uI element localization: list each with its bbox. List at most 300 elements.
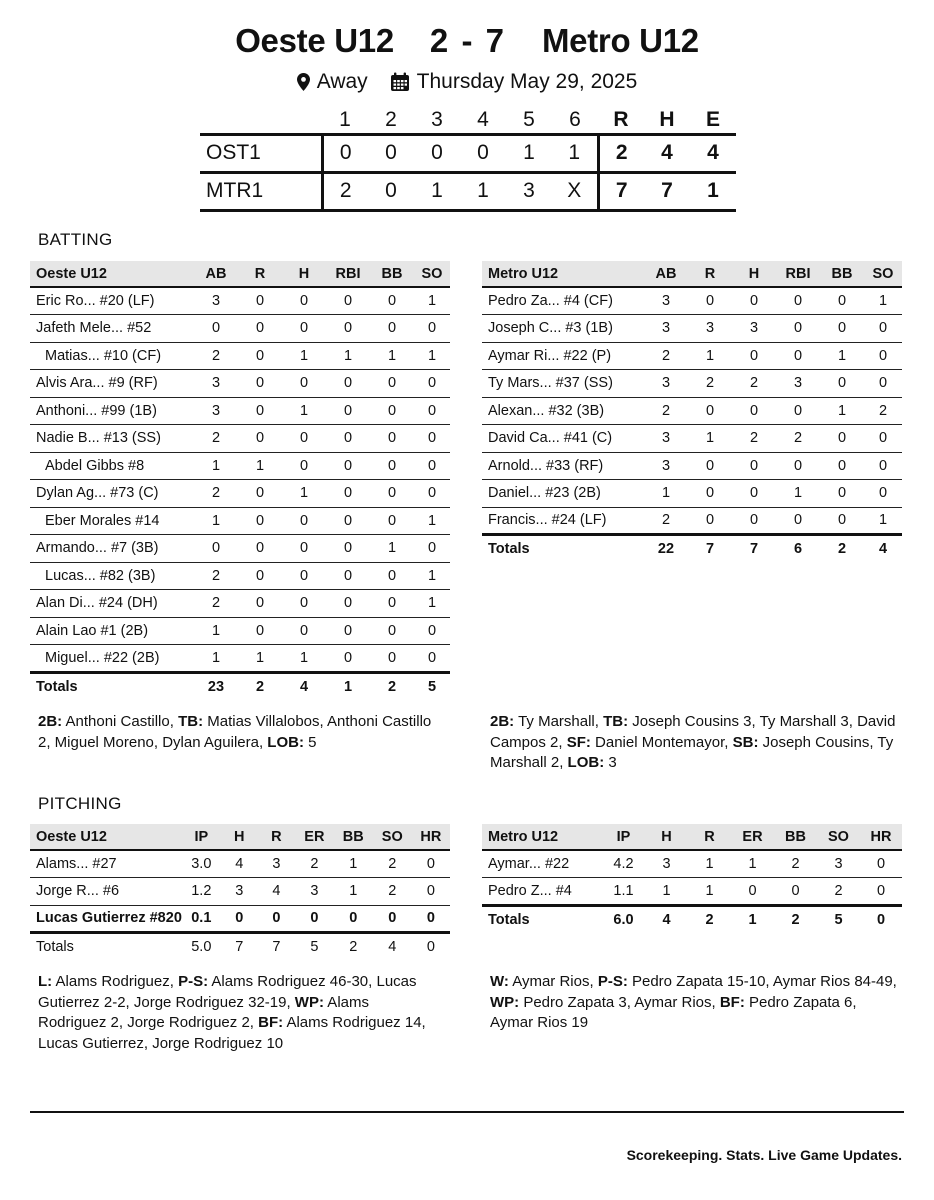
stat-cell: 0 <box>776 452 820 480</box>
stat-cell: 2 <box>776 425 820 453</box>
player-name: Joseph C... #3 (1B) <box>482 315 644 343</box>
totals-label: Totals <box>482 535 644 563</box>
stat-cell: 2 <box>373 850 412 878</box>
team-column-header: Oeste U12 <box>30 261 194 287</box>
away-batting-notes <box>38 712 438 753</box>
stat-cell: 0.1 <box>182 905 221 933</box>
note-key: W: <box>490 973 509 990</box>
stat-cell: 0 <box>282 562 326 590</box>
note-value: Aymar Rios, <box>508 973 598 990</box>
stat-cell: 0 <box>258 905 295 933</box>
stat-cell: 0 <box>776 315 820 343</box>
stat-cell: 2 <box>295 850 334 878</box>
totals-label: Totals <box>30 933 182 961</box>
note-value: Joseph Cousins 3, Ty Marshall 3, David Campos 2, <box>490 713 900 751</box>
location <box>297 70 368 94</box>
table-row <box>30 645 450 673</box>
stat-cell: 0 <box>238 315 282 343</box>
inning-runs: 1 <box>414 172 460 210</box>
stat-column-header: HR <box>860 824 902 850</box>
stat-cell: 1 <box>414 590 450 618</box>
stat-cell: 0 <box>282 507 326 535</box>
table-row <box>30 905 450 933</box>
stat-cell: 0 <box>860 850 902 878</box>
stat-cell: 2 <box>688 370 732 398</box>
stat-cell: 3 <box>644 287 688 315</box>
line-score-header <box>200 108 736 134</box>
stat-cell: 0 <box>238 535 282 563</box>
stat-cell: 2 <box>732 370 776 398</box>
table-row <box>482 342 902 370</box>
stat-cell: 0 <box>370 315 414 343</box>
table-row <box>30 878 450 906</box>
total-runs: 2 <box>598 134 644 172</box>
stat-cell: 0 <box>820 452 864 480</box>
line-score-row-home <box>200 172 736 210</box>
total-cell: 5 <box>817 905 860 933</box>
stat-cell: 1 <box>194 617 238 645</box>
total-cell: 7 <box>221 933 258 961</box>
pitching-section-title: PITCHING <box>38 794 122 813</box>
note-key: 2B: <box>490 713 515 730</box>
stat-cell: 0 <box>864 452 902 480</box>
total-cell: 5 <box>295 933 334 961</box>
stat-cell: 1 <box>645 878 688 906</box>
home-team-name: Metro U12 <box>541 22 699 59</box>
note-key: P-S: <box>597 973 628 990</box>
stat-column-header: BB <box>370 261 414 287</box>
stat-cell: 2 <box>644 397 688 425</box>
total-errors: 4 <box>690 134 736 172</box>
table-header-row <box>30 261 450 287</box>
stat-cell: 1 <box>776 480 820 508</box>
stat-column-header: H <box>221 824 258 850</box>
stat-cell: 1.2 <box>182 878 221 906</box>
total-cell: 23 <box>194 672 238 700</box>
stat-cell: 0 <box>238 342 282 370</box>
note-key: BF: <box>719 993 745 1011</box>
stat-cell: 0 <box>414 480 450 508</box>
stat-cell: 2 <box>644 507 688 535</box>
player-name: Eric Ro... #20 (LF) <box>30 287 194 315</box>
total-cell: 6 <box>776 535 820 563</box>
stat-cell: 0 <box>370 507 414 535</box>
stat-cell: 1 <box>194 452 238 480</box>
stat-column-header: SO <box>817 824 860 850</box>
stat-cell: 0 <box>414 617 450 645</box>
player-name: Lucas Gutierrez #820 <box>30 905 182 933</box>
stat-cell: 0 <box>732 397 776 425</box>
stat-cell: 1 <box>282 342 326 370</box>
team-column-header: Oeste U12 <box>30 824 182 850</box>
totals-label: Totals <box>482 905 602 933</box>
total-cell: 2 <box>238 672 282 700</box>
table-header-row <box>30 824 450 850</box>
calendar-icon <box>390 72 410 92</box>
player-name: Aymar Ri... #22 (P) <box>482 342 644 370</box>
table-row <box>30 562 450 590</box>
stat-cell: 0 <box>412 905 450 933</box>
stat-cell: 0 <box>326 452 370 480</box>
date-label: Thursday May 29, 2025 <box>416 70 638 93</box>
stat-cell: 3.0 <box>182 850 221 878</box>
stat-cell: 0 <box>860 878 902 906</box>
total-cell: 2 <box>688 905 731 933</box>
stat-column-header: AB <box>644 261 688 287</box>
total-cell: 5 <box>414 672 450 700</box>
stat-cell: 1 <box>194 507 238 535</box>
stat-cell: 3 <box>644 315 688 343</box>
stat-cell: 0 <box>194 535 238 563</box>
stat-cell: 3 <box>645 850 688 878</box>
team-column-header: Metro U12 <box>482 261 644 287</box>
stat-column-header: SO <box>373 824 412 850</box>
stat-column-header: RBI <box>776 261 820 287</box>
note-key: TB: <box>178 713 204 730</box>
footer-tagline: Scorekeeping. Stats. Live Game Updates. <box>626 1147 902 1163</box>
stat-cell: 1 <box>688 425 732 453</box>
game-date <box>390 70 638 94</box>
stat-cell: 0 <box>282 590 326 618</box>
stat-cell: 1 <box>688 850 731 878</box>
stat-cell: 0 <box>238 507 282 535</box>
matchup <box>0 22 934 60</box>
total-cell: 1 <box>731 905 774 933</box>
stat-cell: 0 <box>820 480 864 508</box>
stat-cell: 3 <box>644 425 688 453</box>
stat-cell: 0 <box>238 590 282 618</box>
stat-cell: 1 <box>731 850 774 878</box>
inning-runs: 1 <box>460 172 506 210</box>
stat-cell: 0 <box>731 878 774 906</box>
errors-header: E <box>705 108 720 132</box>
inning-runs: 1 <box>506 134 552 172</box>
stat-cell: 2 <box>194 480 238 508</box>
stat-column-header: IP <box>602 824 645 850</box>
stat-cell: 0 <box>221 905 258 933</box>
home-batting-table <box>482 261 902 562</box>
stat-cell: 0 <box>688 397 732 425</box>
player-name: Ty Mars... #37 (SS) <box>482 370 644 398</box>
table-row <box>30 287 450 315</box>
player-name: Nadie B... #13 (SS) <box>30 425 194 453</box>
total-cell: 2 <box>334 933 373 961</box>
note-key: 2B: <box>38 713 63 730</box>
home-pitching-table <box>482 824 902 933</box>
stat-cell: 0 <box>414 452 450 480</box>
stat-cell: 0 <box>238 397 282 425</box>
inning-runs: 0 <box>322 134 368 172</box>
stat-column-header: RBI <box>326 261 370 287</box>
inning-runs: 0 <box>414 134 460 172</box>
stat-cell: 0 <box>282 287 326 315</box>
note-value: Matias Villalobos, Anthoni Castillo 2, Miguel Moreno, Dylan Aguilera, <box>38 713 436 751</box>
stat-cell: 0 <box>370 452 414 480</box>
stat-column-header: H <box>732 261 776 287</box>
stat-cell: 3 <box>817 850 860 878</box>
stat-cell: 0 <box>864 480 902 508</box>
team-col-header <box>200 108 322 134</box>
stat-column-header: R <box>688 824 731 850</box>
note-value: 3 <box>604 754 617 771</box>
stat-cell: 0 <box>282 452 326 480</box>
stat-cell: 2 <box>864 397 902 425</box>
stat-cell: 0 <box>282 617 326 645</box>
player-name: Alain Lao #1 (2B) <box>30 617 194 645</box>
stat-cell: 0 <box>326 480 370 508</box>
stat-cell: 1 <box>414 287 450 315</box>
stat-column-header: R <box>238 261 282 287</box>
final-score: 2 - 7 <box>429 22 506 59</box>
table-row <box>482 315 902 343</box>
stat-cell: 0 <box>414 645 450 673</box>
total-cell: 5.0 <box>182 933 221 961</box>
player-name: Alan Di... #24 (DH) <box>30 590 194 618</box>
player-name: Eber Morales #14 <box>30 507 194 535</box>
table-row <box>482 850 902 878</box>
stat-cell: 0 <box>326 535 370 563</box>
table-row <box>30 850 450 878</box>
stat-cell: 0 <box>326 645 370 673</box>
note-key: SF: <box>566 733 591 751</box>
stat-cell: 0 <box>732 452 776 480</box>
stat-cell: 2 <box>774 850 817 878</box>
stat-cell: 2 <box>194 590 238 618</box>
stat-cell: 0 <box>370 480 414 508</box>
stat-cell: 0 <box>334 905 373 933</box>
stat-cell: 0 <box>820 287 864 315</box>
player-name: Arnold... #33 (RF) <box>482 452 644 480</box>
inning-runs: 0 <box>368 134 414 172</box>
team-abbrev: MTR1 <box>200 172 322 210</box>
stat-column-header: H <box>282 261 326 287</box>
note-key: TB: <box>603 713 629 730</box>
map-pin-icon <box>297 73 310 91</box>
line-score-table <box>200 108 736 212</box>
stat-cell: 0 <box>282 370 326 398</box>
stat-cell: 4.2 <box>602 850 645 878</box>
note-value: Pedro Zapata 3, Aymar Rios, <box>519 993 720 1011</box>
inning-header: 5 <box>523 108 535 132</box>
stat-cell: 0 <box>774 878 817 906</box>
stat-cell: 3 <box>194 397 238 425</box>
stat-cell: 0 <box>820 425 864 453</box>
stat-cell: 0 <box>238 562 282 590</box>
total-cell: 0 <box>412 933 450 961</box>
stat-cell: 0 <box>326 617 370 645</box>
stat-cell: 0 <box>238 370 282 398</box>
away-team-name: Oeste U12 <box>235 22 394 59</box>
home-batting-notes <box>490 712 902 774</box>
stat-cell: 1 <box>864 507 902 535</box>
stat-column-header: ER <box>295 824 334 850</box>
stat-column-header: R <box>688 261 732 287</box>
stat-column-header: SO <box>414 261 450 287</box>
table-row <box>482 452 902 480</box>
stat-cell: 0 <box>414 425 450 453</box>
stat-cell: 0 <box>326 370 370 398</box>
table-header-row <box>482 261 902 287</box>
stat-cell: 1 <box>414 562 450 590</box>
total-cell: 22 <box>644 535 688 563</box>
inning-runs: 1 <box>552 134 598 172</box>
note-value: 5 <box>303 733 317 751</box>
stat-cell: 0 <box>326 590 370 618</box>
totals-row <box>30 933 450 961</box>
stat-cell: 0 <box>412 850 450 878</box>
total-runs: 7 <box>598 172 644 210</box>
player-name: Jafeth Mele... #52 <box>30 315 194 343</box>
away-batting-table <box>30 261 450 700</box>
table-header-row <box>482 824 902 850</box>
stat-cell: 2 <box>194 342 238 370</box>
note-value: Daniel Montemayor, <box>590 733 733 751</box>
player-name: Alexan... #32 (3B) <box>482 397 644 425</box>
stat-cell: 3 <box>194 370 238 398</box>
inning-header: 6 <box>569 108 581 132</box>
stat-cell: 1 <box>820 397 864 425</box>
totals-row <box>482 535 902 563</box>
total-cell: 0 <box>860 905 902 933</box>
stat-column-header: R <box>258 824 295 850</box>
location-label: Away <box>316 70 368 93</box>
table-row <box>482 397 902 425</box>
game-header <box>0 22 934 94</box>
stat-cell: 0 <box>326 507 370 535</box>
note-key: BF: <box>258 1014 284 1031</box>
game-info <box>0 70 934 94</box>
table-row <box>30 590 450 618</box>
total-cell: 4 <box>864 535 902 563</box>
stat-cell: 0 <box>776 397 820 425</box>
player-name: Pedro Z... #4 <box>482 878 602 906</box>
table-row <box>30 370 450 398</box>
stat-cell: 3 <box>295 878 334 906</box>
total-cell: 7 <box>688 535 732 563</box>
table-row <box>482 425 902 453</box>
table-row <box>30 452 450 480</box>
stat-column-header: BB <box>334 824 373 850</box>
stat-cell: 3 <box>194 287 238 315</box>
stat-cell: 3 <box>732 315 776 343</box>
note-value: Alams Rodriguez, <box>52 973 179 990</box>
stat-cell: 1.1 <box>602 878 645 906</box>
stat-cell: 1 <box>238 645 282 673</box>
stat-cell: 3 <box>688 315 732 343</box>
footer-divider <box>30 1111 904 1113</box>
stat-cell: 3 <box>644 370 688 398</box>
note-value: Pedro Zapata 15-10, Aymar Rios 84-49, <box>627 973 902 990</box>
stat-column-header: SO <box>864 261 902 287</box>
stat-column-header: IP <box>182 824 221 850</box>
stat-cell: 1 <box>644 480 688 508</box>
stat-cell: 0 <box>688 452 732 480</box>
total-cell: 7 <box>258 933 295 961</box>
stat-cell: 0 <box>282 315 326 343</box>
stat-cell: 1 <box>326 342 370 370</box>
stat-cell: 0 <box>732 342 776 370</box>
stat-cell: 0 <box>370 397 414 425</box>
stat-cell: 1 <box>370 535 414 563</box>
stat-cell: 0 <box>688 480 732 508</box>
note-key: LOB: <box>567 754 605 771</box>
note-value: Anthoni Castillo, <box>62 713 179 730</box>
stat-cell: 2 <box>194 425 238 453</box>
away-pitching-table <box>30 824 450 960</box>
stat-cell: 1 <box>282 397 326 425</box>
player-name: Alams... #27 <box>30 850 182 878</box>
player-name: Alvis Ara... #9 (RF) <box>30 370 194 398</box>
note-value: Joseph Cousins, Ty Marshall 2, <box>490 733 898 771</box>
table-row <box>482 507 902 535</box>
player-name: Dylan Ag... #73 (C) <box>30 480 194 508</box>
player-name: Matias... #10 (CF) <box>30 342 194 370</box>
stat-cell: 0 <box>864 370 902 398</box>
stat-cell: 2 <box>644 342 688 370</box>
total-cell: 2 <box>774 905 817 933</box>
stat-cell: 0 <box>688 507 732 535</box>
table-row <box>30 425 450 453</box>
table-row <box>30 507 450 535</box>
stat-cell: 1 <box>414 342 450 370</box>
total-hits: 7 <box>644 172 690 210</box>
totals-row <box>30 672 450 700</box>
totals-row <box>482 905 902 933</box>
player-name: Armando... #7 (3B) <box>30 535 194 563</box>
stat-cell: 4 <box>221 850 258 878</box>
stat-cell: 0 <box>326 315 370 343</box>
player-name: Miguel... #22 (2B) <box>30 645 194 673</box>
stat-cell: 1 <box>238 452 282 480</box>
player-name: Lucas... #82 (3B) <box>30 562 194 590</box>
player-name: Pedro Za... #4 (CF) <box>482 287 644 315</box>
stat-cell: 0 <box>776 507 820 535</box>
team-abbrev: OST1 <box>200 134 322 172</box>
total-cell: 2 <box>370 672 414 700</box>
table-row <box>30 480 450 508</box>
stat-cell: 0 <box>732 480 776 508</box>
stat-cell: 0 <box>820 315 864 343</box>
stat-cell: 0 <box>370 287 414 315</box>
stat-cell: 0 <box>326 562 370 590</box>
stat-cell: 1 <box>194 645 238 673</box>
stat-cell: 0 <box>370 370 414 398</box>
batting-section-title: BATTING <box>38 230 113 249</box>
stat-cell: 0 <box>414 397 450 425</box>
stat-cell: 0 <box>282 535 326 563</box>
stat-cell: 0 <box>776 287 820 315</box>
stat-cell: 1 <box>688 342 732 370</box>
stat-cell: 0 <box>864 342 902 370</box>
stat-cell: 0 <box>194 315 238 343</box>
stat-cell: 2 <box>817 878 860 906</box>
stat-cell: 2 <box>732 425 776 453</box>
stat-cell: 0 <box>370 425 414 453</box>
table-row <box>30 315 450 343</box>
runs-header: R <box>613 108 629 132</box>
player-name: Francis... #24 (LF) <box>482 507 644 535</box>
stat-cell: 4 <box>258 878 295 906</box>
stat-cell: 1 <box>334 878 373 906</box>
total-cell: 1 <box>326 672 370 700</box>
note-key: WP: <box>490 993 520 1011</box>
stat-cell: 0 <box>414 535 450 563</box>
inning-runs: 2 <box>322 172 368 210</box>
totals-label: Totals <box>30 672 194 700</box>
player-name: Aymar... #22 <box>482 850 602 878</box>
stat-cell: 0 <box>820 370 864 398</box>
table-row <box>482 878 902 906</box>
